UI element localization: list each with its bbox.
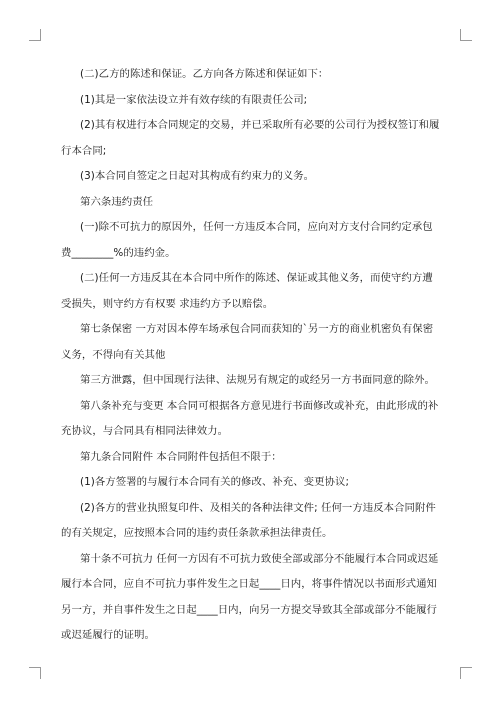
crop-mark-top-left [29, 29, 41, 41]
paragraph-party-b-warranty-heading: (二)乙方的陈述和保证。乙方向各方陈述和保证如下： [80, 68, 329, 80]
paragraph-clause-3: (3)本合同自签定之日起对其构成有约束力的义务。 [80, 170, 315, 182]
paragraph-confidentiality: 第七条保密 一方对因本停车场承包合同而获知的`另一方的商业机密负有保密义务，不得向有关其他 [61, 323, 434, 361]
paragraph-breach-2: (二)任何一方违反其在本合同中所作的陈述、保证或其他义务，而使守约方遭受损失，则守约方有权要 求违约方予以赔偿。 [61, 272, 433, 310]
section-title-breach-liability: 第六条违约责任 [80, 195, 154, 208]
paragraph-force-majeure: 第十条不可抗力 任何一方因有不可抗力致使全部或部分不能履行本合同或迟延履行本合同，应自不可抗力事件发生之日起____日内，将事件情况以书面形式通知另一方，并自事件发生之日起____日内，向另一方提交导致其全部或部分不能履行或迟延履行的证明。 [61, 552, 439, 641]
paragraph-amendment: 第八条补充与变更 本合同可根据各方意见进行书面修改或补充，由此形成的补充协议，与合同具有相同法律效力。 [61, 399, 439, 437]
crop-mark-bottom-left [29, 667, 41, 679]
document-page [61, 62, 441, 649]
paragraph-attachments-heading: 第九条合同附件 本合同附件包括但不限于： [80, 450, 282, 463]
crop-mark-bottom-right [460, 667, 472, 679]
paragraph-attachment-2: (2)各方的营业执照复印件、及相关的各种法律文件; 任何一方违反本合同附件的有关规定，应按照本合同的违约责任条款承担法律责任。 [61, 501, 436, 539]
paragraph-breach-1: (一)除不可抗力的原因外，任何一方违反本合同，应向对方支付合同约定承包费________%的违约金。 [61, 221, 433, 259]
paragraph-attachment-1: (1)各方签署的与履行本合同有关的修改、补充、变更协议; [80, 476, 349, 488]
paragraph-clause-1: (1)其是一家依法设立并有效存续的有限责任公司; [80, 93, 308, 106]
paragraph-confidentiality-continued: 第三方泄露，但中国现行法律、法规另有规定的或经另一方书面同意的除外。 [80, 374, 435, 386]
paragraph-clause-2: (2)其有权进行本合同规定的交易，并已采取所有必要的公司行为授权签订和履行本合同; [61, 119, 440, 157]
crop-mark-top-right [460, 29, 472, 41]
